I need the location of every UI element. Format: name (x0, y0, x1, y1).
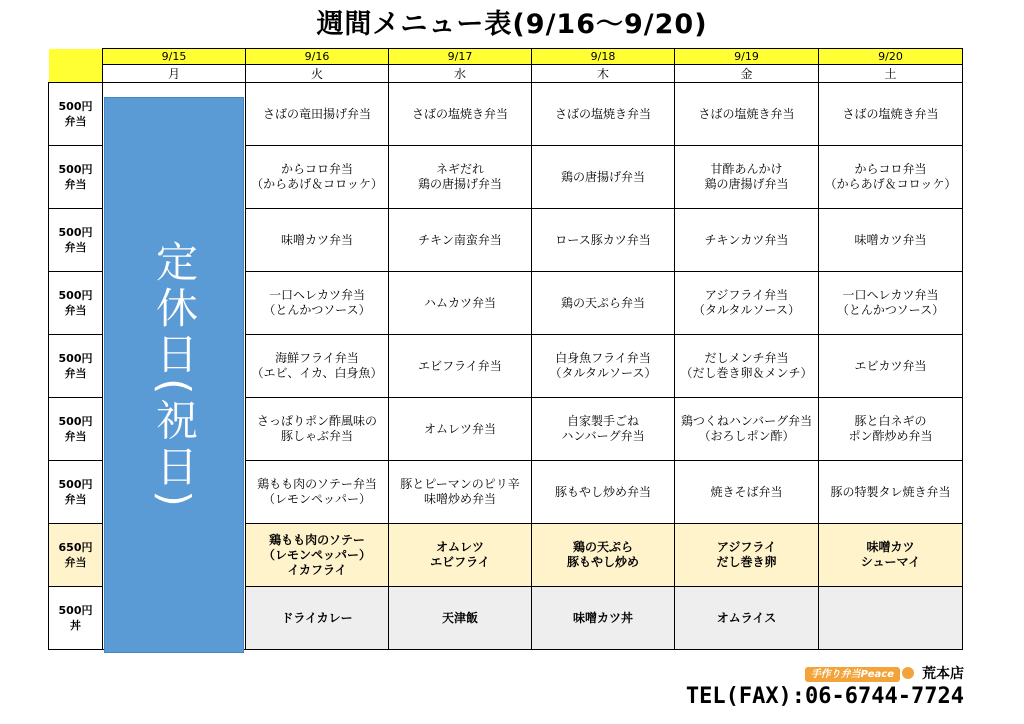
menu-item: 天津飯 (389, 587, 532, 650)
menu-item: 海鮮フライ弁当 （エビ、イカ、白身魚） (246, 335, 389, 398)
menu-item: ハムカツ弁当 (389, 272, 532, 335)
menu-item: 味噌カツ シューマイ (819, 524, 963, 587)
menu-item: さばの塩焼き弁当 (819, 83, 963, 146)
menu-item: 焼きそば弁当 (675, 461, 819, 524)
menu-item: 鶏の天ぷら 豚もやし炒め (532, 524, 675, 587)
price-label: 500円 丼 (49, 587, 103, 650)
store-info (805, 663, 964, 683)
menu-item: 白身魚フライ弁当 （タルタルソース） (532, 335, 675, 398)
weekday-cell: 水 (389, 65, 532, 83)
menu-item: さっぱりポン酢風味の 豚しゃぶ弁当 (246, 398, 389, 461)
menu-item: アジフライ だし巻き卵 (675, 524, 819, 587)
menu-item: エビカツ弁当 (819, 335, 963, 398)
menu-item: ドライカレー (246, 587, 389, 650)
price-label: 500円 弁当 (49, 209, 103, 272)
price-label: 500円 弁当 (49, 146, 103, 209)
weekday-cell: 月 (103, 65, 246, 83)
menu-item: チキン南蛮弁当 (389, 209, 532, 272)
menu-item: からコロ弁当 （からあげ＆コロッケ） (246, 146, 389, 209)
holiday-label: 定休日(祝日) (150, 239, 199, 511)
menu-item: 味噌カツ弁当 (819, 209, 963, 272)
date-cell: 9/19 (675, 49, 819, 65)
menu-item: チキンカツ弁当 (675, 209, 819, 272)
date-cell: 9/20 (819, 49, 963, 65)
telephone-fax: TEL(FAX):06-6744-7724 (685, 684, 964, 709)
menu-item: だしメンチ弁当 （だし巻き卵＆メンチ） (675, 335, 819, 398)
menu-item: からコロ弁当 （からあげ＆コロッケ） (819, 146, 963, 209)
price-label: 500円 弁当 (49, 272, 103, 335)
menu-item: 甘酢あんかけ 鶏の唐揚げ弁当 (675, 146, 819, 209)
menu-item: オムライス (675, 587, 819, 650)
menu-item: 味噌カツ丼 (532, 587, 675, 650)
weekday-cell: 土 (819, 65, 963, 83)
weekday-cell: 金 (675, 65, 819, 83)
price-label: 500円 弁当 (49, 398, 103, 461)
menu-item: ロース豚カツ弁当 (532, 209, 675, 272)
page-title: 週間メニュー表(9/16～9/20) (316, 9, 708, 40)
menu-item: さばの塩焼き弁当 (675, 83, 819, 146)
menu-item: 鶏もも肉のソテー （レモンペッパー） イカフライ (246, 524, 389, 587)
menu-item: 豚の特製タレ焼き弁当 (819, 461, 963, 524)
menu-item: 鶏の唐揚げ弁当 (532, 146, 675, 209)
menu-item: 豚もやし炒め弁当 (532, 461, 675, 524)
menu-item: アジフライ弁当 （タルタルソース） (675, 272, 819, 335)
shop-logo-text: 手作り弁当Peace (805, 667, 900, 682)
menu-item: さばの塩焼き弁当 (532, 83, 675, 146)
corner-cell (49, 49, 103, 83)
menu-item: ネギだれ 鶏の唐揚げ弁当 (389, 146, 532, 209)
price-label: 500円 弁当 (49, 335, 103, 398)
price-label: 500円 弁当 (49, 83, 103, 146)
store-name: 荒本店 (922, 666, 964, 682)
price-label: 500円 弁当 (49, 461, 103, 524)
menu-item: 一口ヘレカツ弁当 （とんかつソース） (246, 272, 389, 335)
holiday-banner (104, 97, 244, 653)
menu-item: 味噌カツ弁当 (246, 209, 389, 272)
date-cell: 9/18 (532, 49, 675, 65)
date-cell: 9/17 (389, 49, 532, 65)
menu-item: 鶏もも肉のソテー弁当 （レモンペッパー） (246, 461, 389, 524)
date-header-row (49, 49, 963, 65)
weekday-cell: 火 (246, 65, 389, 83)
date-cell: 9/16 (246, 49, 389, 65)
date-cell: 9/15 (103, 49, 246, 65)
weekday-cell: 木 (532, 65, 675, 83)
menu-item: 豚とピーマンのピリ辛 味噌炒め弁当 (389, 461, 532, 524)
menu-item (819, 587, 963, 650)
menu-item: 鶏つくねハンバーグ弁当 （おろしポン酢） (675, 398, 819, 461)
menu-item: 鶏の天ぷら弁当 (532, 272, 675, 335)
menu-item: 一口ヘレカツ弁当 （とんかつソース） (819, 272, 963, 335)
menu-item: オムレツ エビフライ (389, 524, 532, 587)
menu-item: 自家製手ごね ハンバーグ弁当 (532, 398, 675, 461)
weekday-header-row (49, 65, 963, 83)
smile-icon (902, 667, 914, 679)
price-label: 650円 弁当 (49, 524, 103, 587)
menu-item: オムレツ弁当 (389, 398, 532, 461)
menu-item: エビフライ弁当 (389, 335, 532, 398)
menu-item: さばの塩焼き弁当 (389, 83, 532, 146)
shop-logo (805, 665, 914, 681)
menu-item: 豚と白ネギの ポン酢炒め弁当 (819, 398, 963, 461)
menu-item: さばの竜田揚げ弁当 (246, 83, 389, 146)
